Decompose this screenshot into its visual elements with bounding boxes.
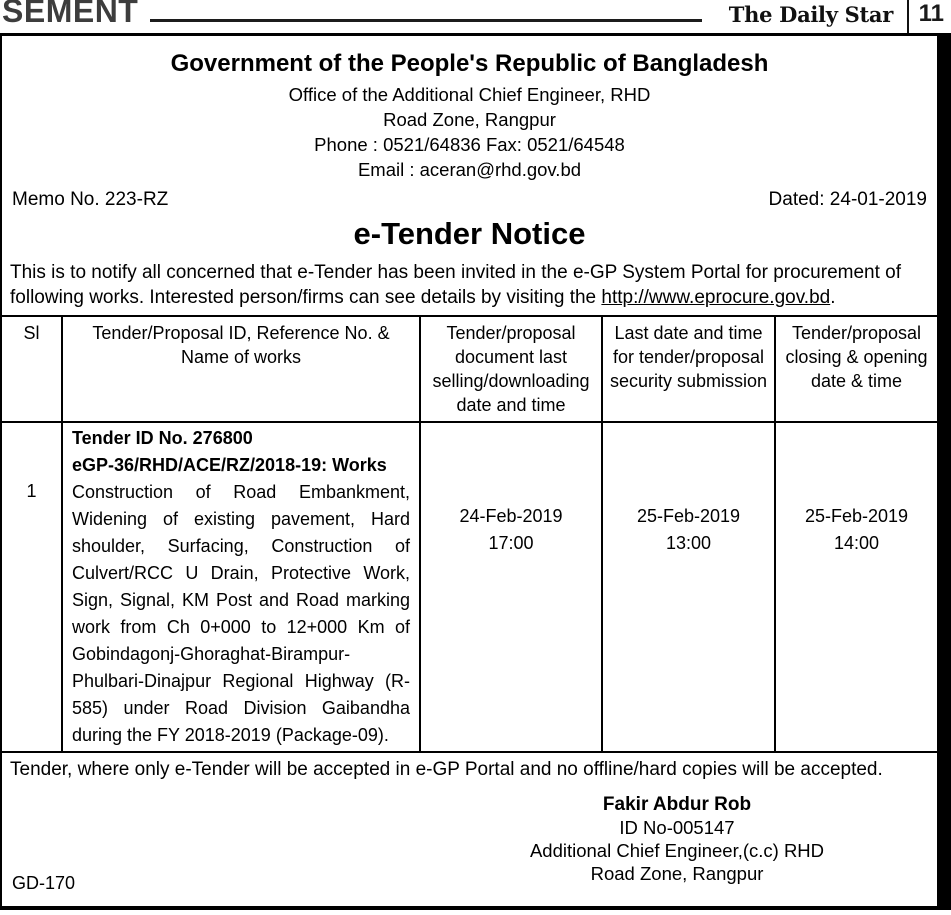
signatory-zone: Road Zone, Rangpur [590,863,764,884]
intro-paragraph [10,260,929,310]
tender-table [2,315,937,753]
tender-notice-box [0,33,951,910]
phone-fax: Phone : 0521/64836 Fax: 0521/64548 [314,134,625,155]
col-header-closing-opening: Tender/proposal closing & opening date & time [775,316,937,422]
doc-last-date: 24-Feb-2019 [459,506,563,526]
page-number: 11 [918,0,944,27]
closing-date-cell [775,422,937,752]
works-description: Construction of Road Embankment, Widening of existing pavement, Hard shoulder, Surfacing, Construction of Culvert/RCC U Drain, Protective Work, Sign, Signal, KM Post and Road marking work from Ch 0+000 to 12+000 Km of Gobindagonj-Ghoraghat-Birampur-Phulbari-Dinajpur Regional Highway (R-585) under Road Division Gaibandha during the FY 2018-2019 (Package-09). [72,482,410,745]
road-zone: Road Zone, Rangpur [383,109,556,130]
signatory-name: Fakir Abdur Rob [602,794,752,815]
col-header-name-of-works: Tender/Proposal ID, Reference No. & Name of works [62,316,420,422]
tender-id: Tender ID No. 276800 [72,428,253,448]
government-title: Government of the People's Republic of Bangladesh [170,50,769,77]
col-header-security-submission: Last date and time for tender/proposal security submission [602,316,775,422]
gd-number: GD-170 [12,873,76,893]
masthead [0,0,951,33]
eprocure-link[interactable]: http://www.eprocure.gov.bd [601,287,831,308]
memo-row [2,189,937,211]
table-row [2,422,937,752]
sl-number: 1 [2,422,62,752]
security-time: 13:00 [665,533,712,553]
closing-date: 25-Feb-2019 [804,506,909,526]
col-header-doc-last-date: Tender/proposal document last selling/downloading date and time [420,316,602,422]
security-date-cell [602,422,775,752]
office-name: Office of the Additional Chief Engineer, RHD [288,84,651,105]
signatory-title: Additional Chief Engineer,(c.c) RHD [529,840,825,861]
tender-reference: eGP-36/RHD/ACE/RZ/2018-19: Works [72,455,387,475]
doc-last-time: 17:00 [488,533,534,553]
masthead-rule [150,19,702,22]
notice-title: e-Tender Notice [353,216,586,251]
signature-block [517,793,837,885]
masthead-divider [907,0,909,33]
advertisement-label: SEMENT [2,0,139,29]
closing-time: 14:00 [833,533,880,553]
signatory-id: ID No-005147 [619,817,735,838]
works-cell [62,422,420,752]
col-header-sl: Sl [2,316,62,422]
dated-label: Dated: 24-01-2019 [768,189,927,210]
memo-number: Memo No. 223-RZ [12,189,169,210]
newspaper-name: The Daily Star [728,2,893,27]
doc-last-date-cell [420,422,602,752]
acceptance-note: Tender, where only e-Tender will be accepted in e-GP Portal and no offline/hard copies will be accepted. [10,759,883,780]
email-address: Email : aceran@rhd.gov.bd [357,159,582,180]
table-header-row [2,316,937,422]
intro-text: This is to notify all concerned that e-Tender has been invited in the e-GP System Portal for procurement of following works. Interested person/firms can see details by visiting the [10,262,901,308]
intro-period: . [830,287,836,308]
security-date: 25-Feb-2019 [636,506,741,526]
